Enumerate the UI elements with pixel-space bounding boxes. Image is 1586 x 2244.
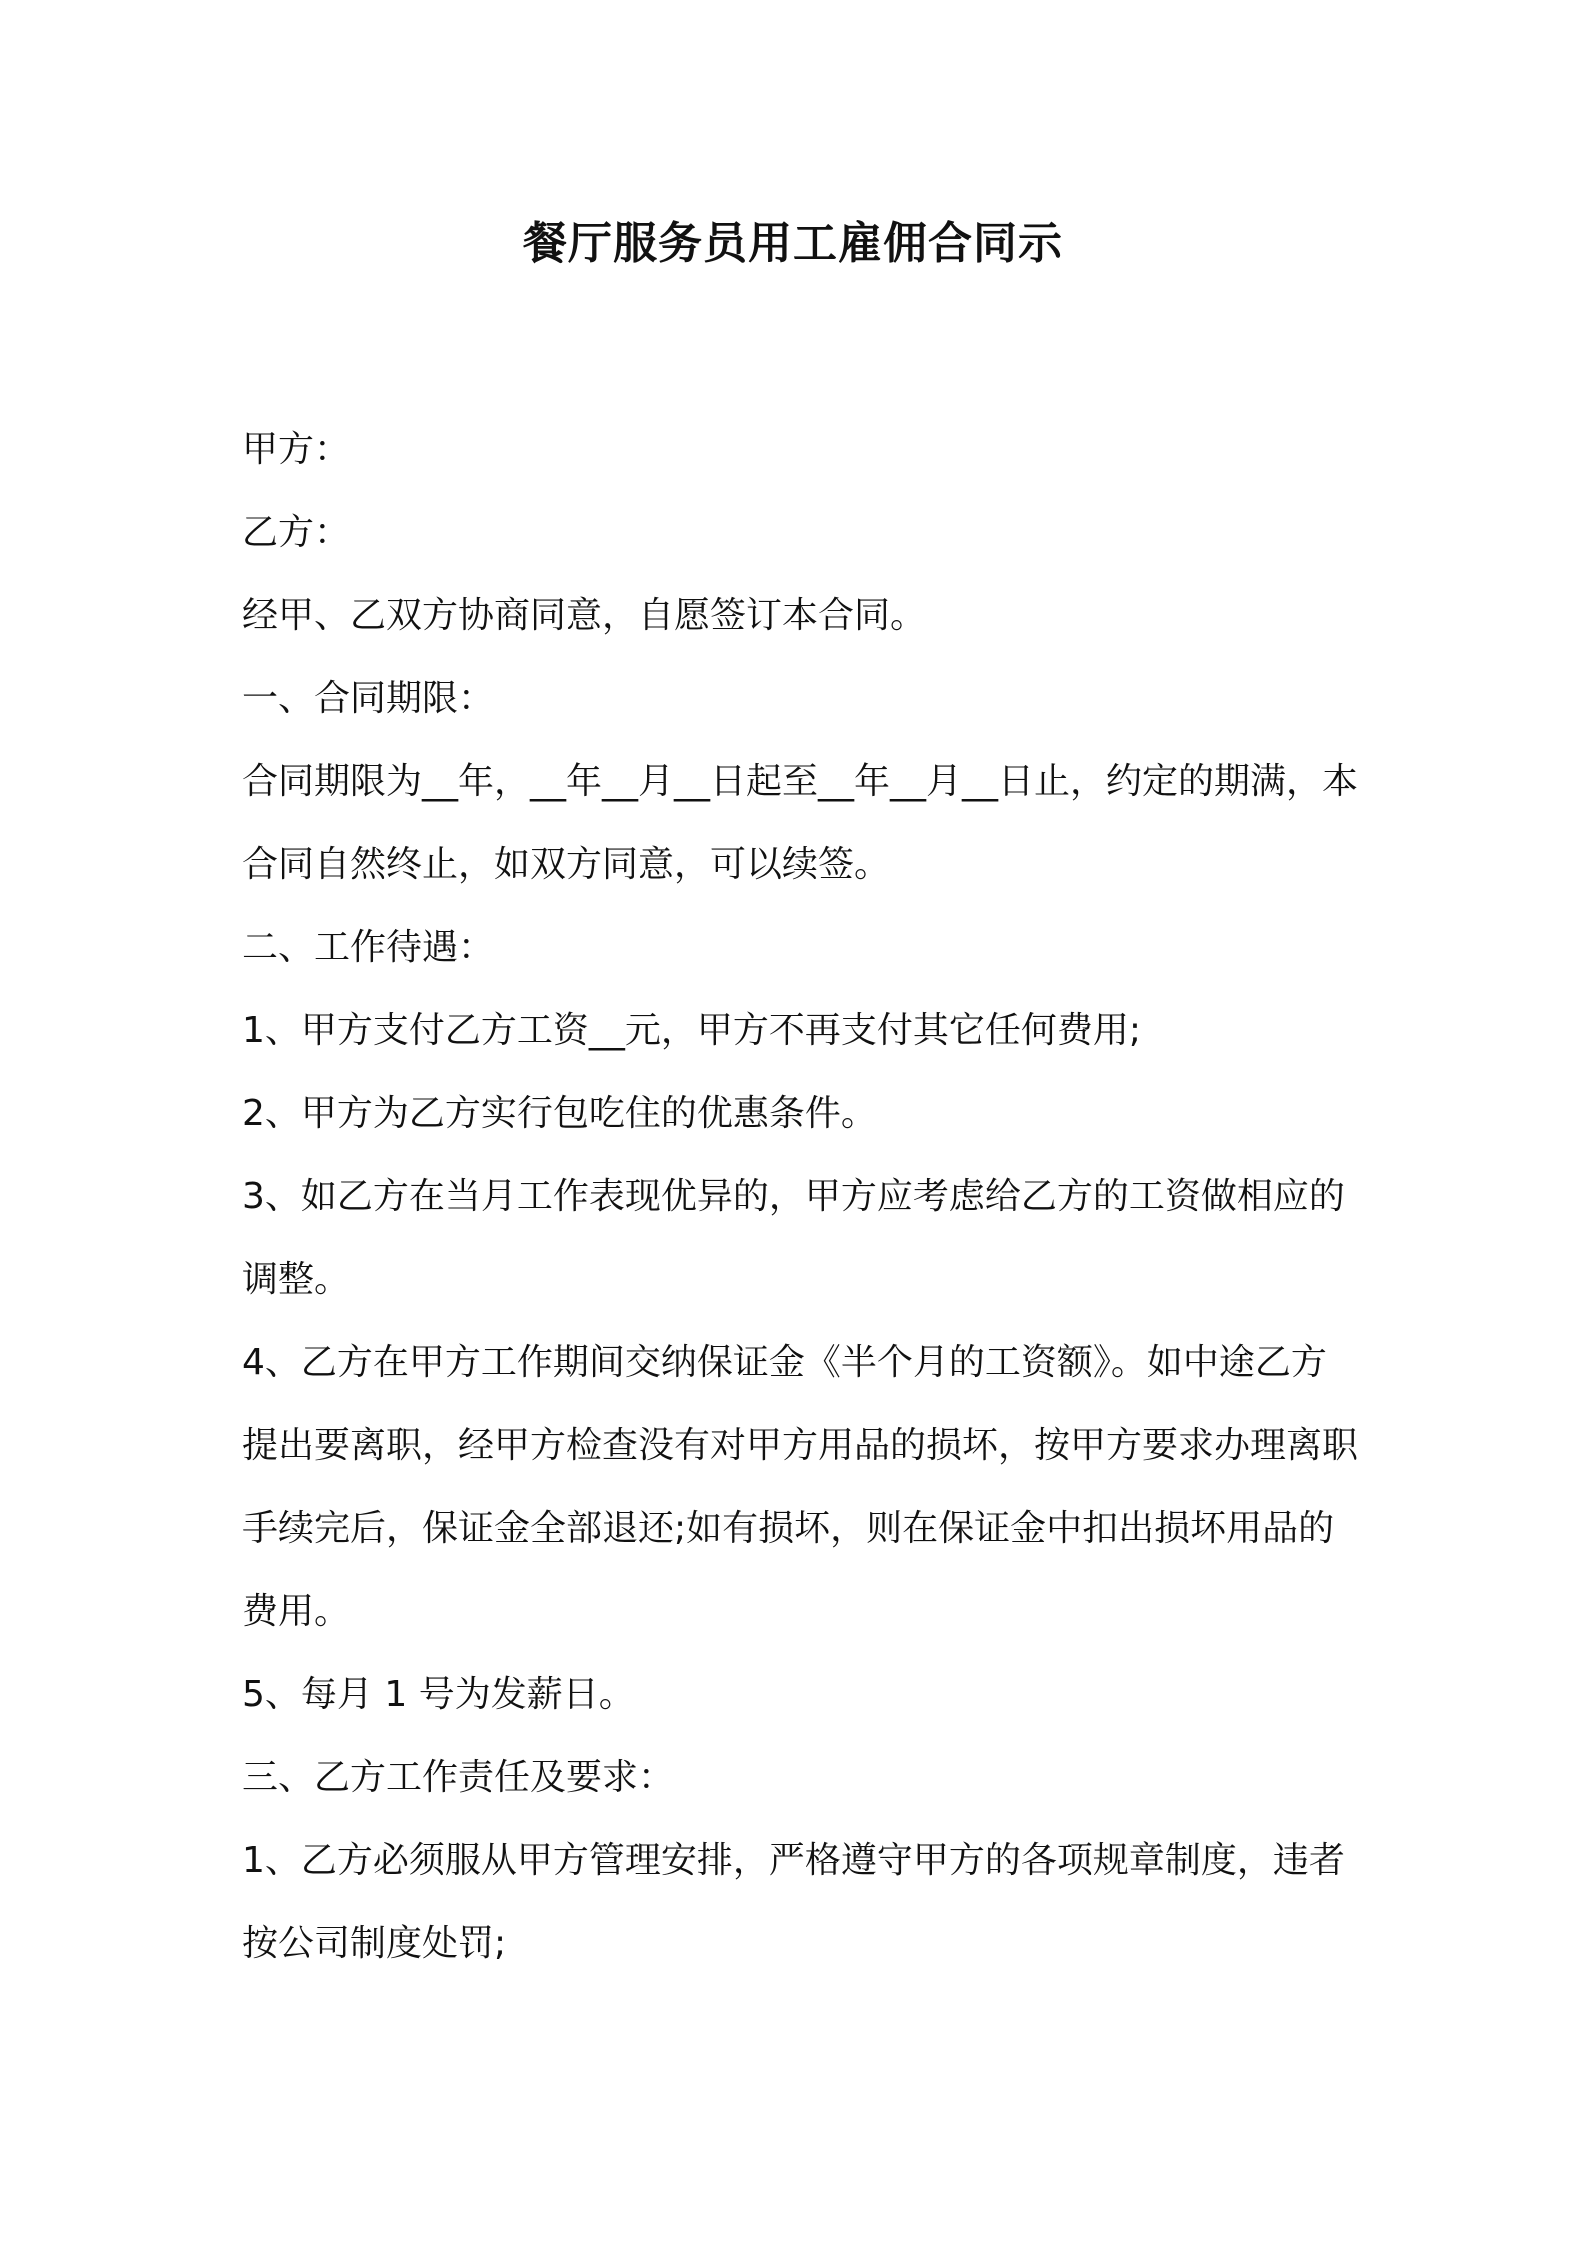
pay-clause-3: 3、如乙方在当月工作表现优异的，甲方应考虑给乙方的工资做相应的调整。: [242, 1176, 1345, 1300]
pay-clause-1: 1、甲方支付乙方工资__元，甲方不再支付其它任何费用;: [242, 1010, 1142, 1051]
section-heading-pay: 二、工作待遇：: [242, 927, 495, 968]
party-a-line: 甲方：: [242, 429, 351, 470]
section-heading-term: 一、合同期限：: [242, 678, 495, 719]
pay-clause-4: 4、乙方在甲方工作期间交纳保证金《半个月的工资额》。如中途乙方提出要离职，经甲方检查没有对甲方用品的损坏，按甲方要求办理离职手续完后，保证金全部退还;如有损坏，则在保证金中扣出损坏用品的费用。: [242, 1342, 1359, 1632]
party-b-line: 乙方：: [242, 512, 351, 553]
agreement-intro: 经甲、乙双方协商同意，自愿签订本合同。: [242, 595, 927, 636]
duty-clause-1: 1、乙方必须服从甲方管理安排，严格遵守甲方的各项规章制度，违者按公司制度处罚;: [242, 1840, 1345, 1964]
pay-clause-5: 5、每月 1 号为发薪日。: [242, 1674, 635, 1715]
pay-clause-2: 2、甲方为乙方实行包吃住的优惠条件。: [242, 1093, 877, 1134]
term-clause: 合同期限为__年，__年__月__日起至__年__月__日止，约定的期满，本合同自然终止，如双方同意，可以续签。: [242, 761, 1359, 885]
document-body: [242, 408, 1360, 1985]
document-title: 餐厅服务员用工雇佣合同示: [523, 218, 1063, 269]
section-heading-duties: 三、乙方工作责任及要求：: [242, 1757, 675, 1798]
